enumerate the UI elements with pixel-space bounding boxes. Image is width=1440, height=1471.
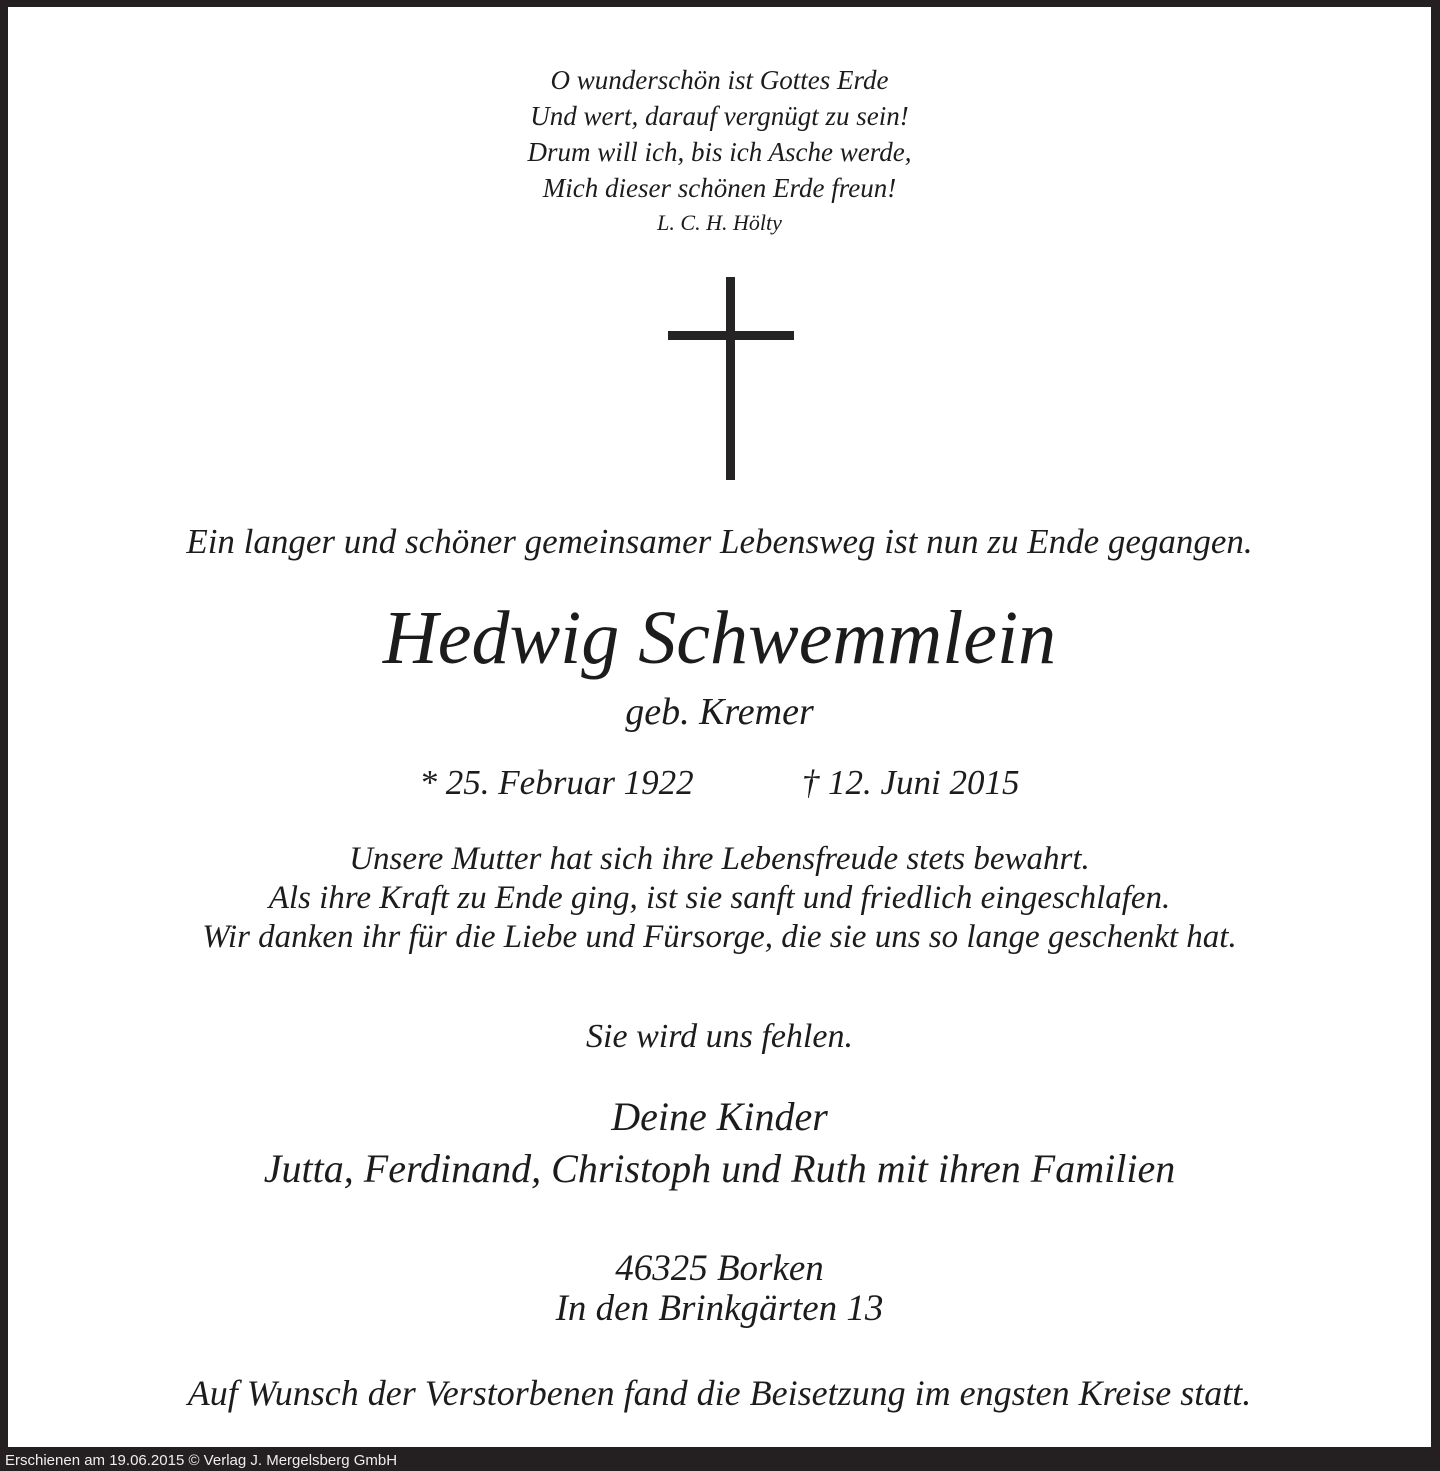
poem-line: Mich dieser schönen Erde freun!: [542, 173, 897, 203]
tribute-line: Unsere Mutter hat sich ihre Lebensfreude stets bewahrt.: [349, 841, 1090, 877]
poem-line: O wunderschön ist Gottes Erde: [550, 65, 889, 95]
mourners-names: Jutta, Ferdinand, Christoph und Ruth mit ihren Familien: [263, 1146, 1176, 1191]
opening-line: Ein langer und schöner gemeinsamer Lebensweg ist nun zu Ende gegangen.: [186, 522, 1253, 561]
mourners-intro: Deine Kinder: [611, 1094, 828, 1139]
poem-author: L. C. H. Hölty: [657, 210, 782, 235]
poem-line: Drum will ich, bis ich Asche werde,: [527, 137, 912, 167]
life-dates: [8, 761, 1431, 805]
tribute-paragraph: [8, 840, 1431, 957]
address: [8, 1249, 1431, 1329]
maiden-name: geb. Kremer: [625, 691, 814, 733]
death-date: † 12. Juni 2015: [801, 763, 1020, 802]
obituary-card: [8, 7, 1431, 1447]
tribute-line: Wir danken ihr für die Liebe und Fürsorge, die sie uns so lange geschenkt hat.: [202, 919, 1237, 955]
publication-footer: [0, 1447, 1440, 1471]
mourners: [8, 1091, 1431, 1195]
cross-horizontal-bar: [668, 331, 794, 340]
deceased-name: Hedwig Schwemmlein: [382, 596, 1057, 680]
closing-line: Auf Wunsch der Verstorbenen fand die Beisetzung im engsten Kreise statt.: [187, 1373, 1252, 1413]
tribute-line: Als ihre Kraft zu Ende ging, ist sie sanft und friedlich eingeschlafen.: [268, 880, 1171, 916]
address-line: In den Brinkgärten 13: [555, 1288, 884, 1329]
publication-note: Erschienen am 19.06.2015 © Verlag J. Mergelsberg GmbH: [5, 1452, 398, 1469]
cross-vertical-bar: [726, 277, 735, 480]
birth-date: * 25. Februar 1922: [419, 763, 694, 802]
poem-line: Und wert, darauf vergnügt zu sein!: [530, 101, 909, 131]
address-line: 46325 Borken: [615, 1248, 824, 1289]
missing-line: Sie wird uns fehlen.: [586, 1018, 853, 1055]
poem: [8, 62, 1431, 238]
